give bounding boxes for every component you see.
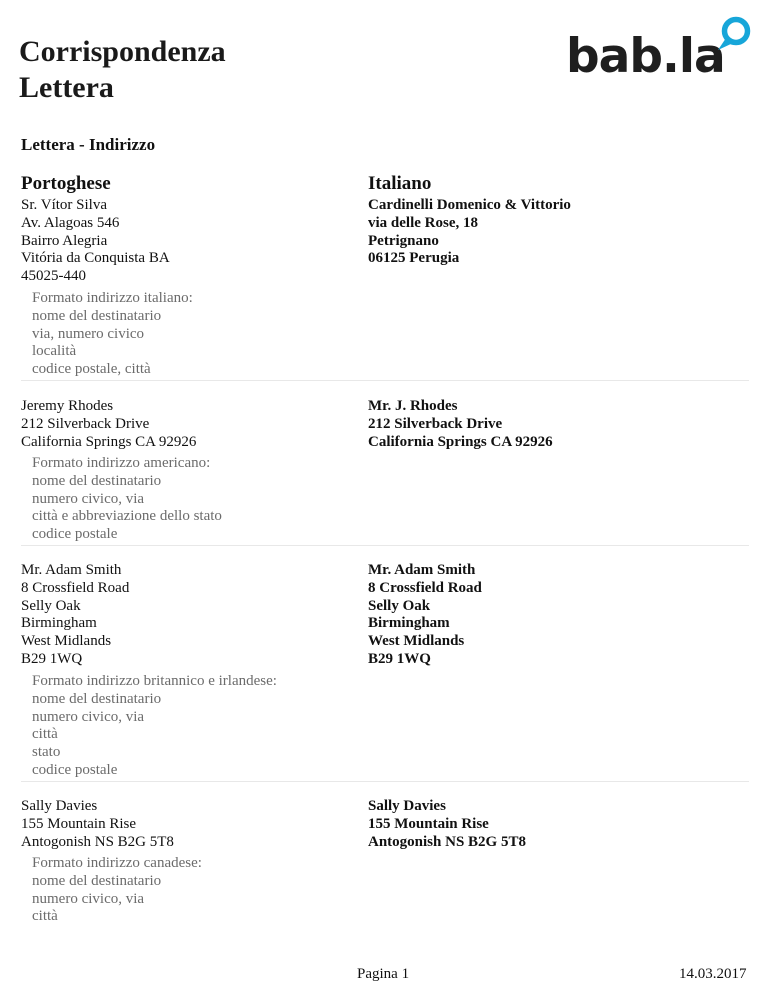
address-line: 212 Silverback Drive xyxy=(21,415,150,432)
format-note xyxy=(32,673,277,780)
note-line: Formato indirizzo italiano: xyxy=(32,290,193,306)
note-line: città e abbreviazione dello stato xyxy=(32,508,222,525)
note-line: nome del destinatario xyxy=(32,690,162,707)
source-address xyxy=(21,562,129,669)
source-address xyxy=(21,197,170,286)
address-line: Selly Oak xyxy=(21,597,81,614)
address-line: Mr. J. Rhodes xyxy=(368,398,458,414)
column-header-target: Italiano xyxy=(368,173,432,194)
note-line: Formato indirizzo britannico e irlandese: xyxy=(32,673,277,689)
address-line: 212 Silverback Drive xyxy=(368,415,503,432)
target-address xyxy=(368,197,571,268)
format-note xyxy=(32,290,193,379)
address-line: B29 1WQ xyxy=(21,650,83,667)
address-line: Sally Davies xyxy=(21,798,98,814)
divider xyxy=(21,545,749,546)
note-line: via, numero civico xyxy=(32,325,145,342)
babla-logo xyxy=(566,14,756,80)
address-line: Cardinelli Domenico & Vittorio xyxy=(368,197,571,213)
address-line: 45025-440 xyxy=(21,268,86,285)
note-line: nome del destinatario xyxy=(32,872,162,889)
address-line: 8 Crossfield Road xyxy=(368,579,482,596)
address-line: Vitória da Conquista BA xyxy=(21,250,170,267)
divider xyxy=(21,380,749,381)
format-note xyxy=(32,455,222,544)
note-line: Formato indirizzo canadese: xyxy=(32,855,202,871)
title-line-1: Corrispondenza xyxy=(19,35,226,68)
document-date: 14.03.2017 xyxy=(679,966,747,982)
title-line-2: Lettera xyxy=(19,71,114,104)
address-line: Sr. Vítor Silva xyxy=(21,197,107,213)
note-line: codice postale, città xyxy=(32,361,151,378)
note-line: numero civico, via xyxy=(32,890,145,907)
address-line: 155 Mountain Rise xyxy=(21,815,136,832)
target-address xyxy=(368,398,553,451)
note-line: codice postale xyxy=(32,526,118,543)
target-address xyxy=(368,562,482,669)
address-line: Petrignano xyxy=(368,232,439,249)
address-line: Selly Oak xyxy=(368,597,431,614)
address-line: Sally Davies xyxy=(368,798,446,814)
speech-bubble-icon xyxy=(718,20,748,51)
section-title: Lettera - Indirizzo xyxy=(21,135,156,154)
address-line: 8 Crossfield Road xyxy=(21,579,130,596)
address-line: West Midlands xyxy=(21,633,112,650)
address-line: West Midlands xyxy=(368,633,465,650)
format-note xyxy=(32,855,202,926)
address-line: Jeremy Rhodes xyxy=(21,398,114,414)
divider xyxy=(21,781,749,782)
note-line: stato xyxy=(32,744,61,761)
address-line: Av. Alagoas 546 xyxy=(21,214,120,231)
address-line: Mr. Adam Smith xyxy=(368,562,476,578)
logo-text: bab.la xyxy=(566,29,725,80)
address-line: California Springs CA 92926 xyxy=(368,433,553,450)
page-number: Pagina 1 xyxy=(357,966,410,982)
note-line: codice postale xyxy=(32,761,118,778)
source-address xyxy=(21,398,196,451)
address-line: Birmingham xyxy=(368,615,450,632)
address-line: B29 1WQ xyxy=(368,650,431,667)
note-line: Formato indirizzo americano: xyxy=(32,455,211,471)
note-line: numero civico, via xyxy=(32,708,145,725)
address-line: 155 Mountain Rise xyxy=(368,815,489,832)
note-line: città xyxy=(32,908,58,925)
note-line: località xyxy=(32,343,77,360)
address-line: Bairro Alegria xyxy=(21,232,108,249)
note-line: numero civico, via xyxy=(32,490,145,507)
note-line: nome del destinatario xyxy=(32,307,162,324)
note-line: nome del destinatario xyxy=(32,472,162,489)
address-line: 06125 Perugia xyxy=(368,250,460,267)
address-line: Antogonish NS B2G 5T8 xyxy=(368,833,526,850)
source-address xyxy=(21,798,174,851)
address-line: Antogonish NS B2G 5T8 xyxy=(21,833,174,850)
address-line: Birmingham xyxy=(21,615,97,632)
page-title xyxy=(19,34,226,106)
address-line: Mr. Adam Smith xyxy=(21,562,122,578)
note-line: città xyxy=(32,726,58,743)
target-address xyxy=(368,798,526,851)
address-line: California Springs CA 92926 xyxy=(21,433,197,450)
column-header-source: Portoghese xyxy=(21,173,111,194)
address-line: via delle Rose, 18 xyxy=(368,214,478,231)
